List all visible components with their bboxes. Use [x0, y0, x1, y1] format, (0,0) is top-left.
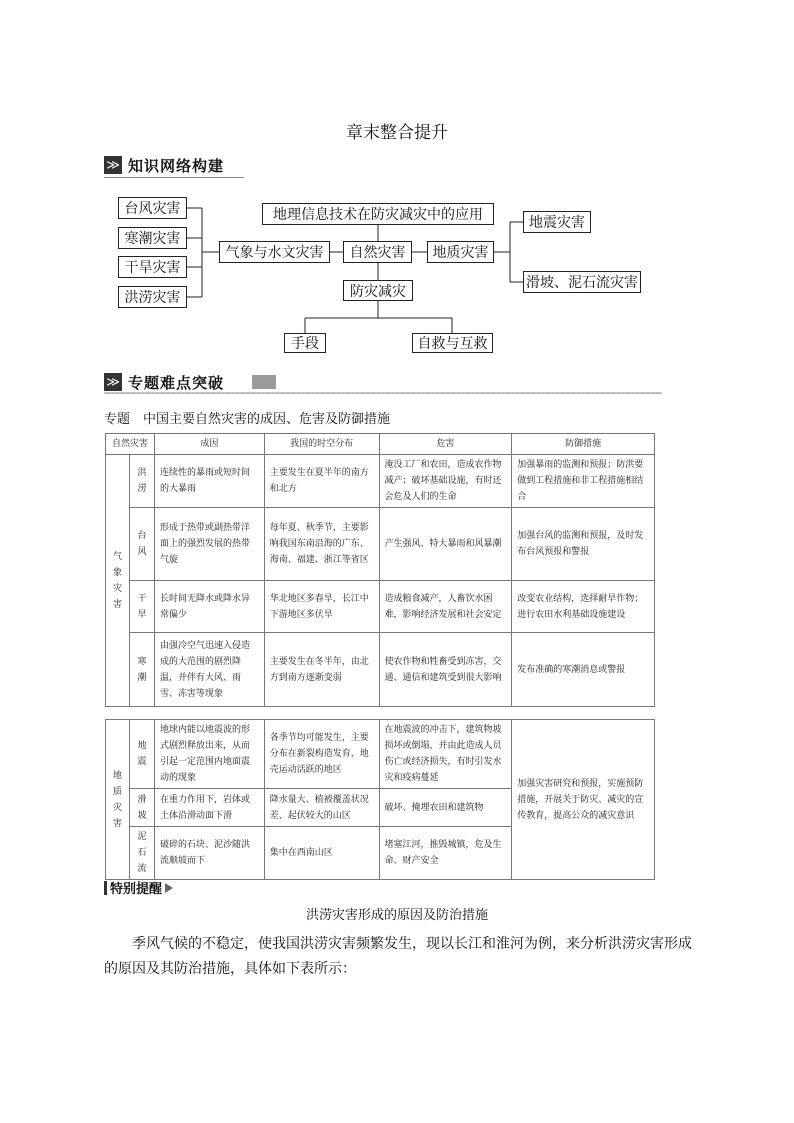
disaster-name-cell: 地震: [129, 720, 154, 789]
cause-cell: 长时间无降水或降水异常偏少: [154, 581, 264, 633]
network-node-cold-wave: 寒潮灾害: [118, 227, 187, 249]
harm-cell: 使农作物和牲畜受到冻害，交通、通信和建筑受到很大影响: [379, 633, 512, 707]
cause-cell: 地球内能以地震波的形式剧烈释放出来，从而引起一定范围内地面震动的现象: [154, 720, 264, 789]
network-node-flood: 洪涝灾害: [118, 286, 187, 308]
chevron-right-icon: ≫: [104, 373, 122, 391]
disaster-name-cell: 寒潮: [129, 633, 154, 707]
table-row: [106, 581, 655, 633]
header-cell: 我国的时空分布: [264, 434, 379, 455]
disaster-name-cell: 台风: [129, 508, 154, 581]
distribution-cell: 降水量大、植被覆盖状况差、起伏较大的山区: [264, 789, 379, 827]
cause-cell: 破碎的石块、泥沙随洪流顺坡而下: [154, 827, 264, 880]
table-row: [106, 508, 655, 581]
measure-cell: 加强暴雨的监测和预报；防洪要做到工程措施和非工程措施相结合: [512, 455, 655, 508]
harm-cell: 堵塞江河，推毁城镇，危及生命、财产安全: [379, 827, 512, 880]
disaster-name-cell: 滑坡: [129, 789, 154, 827]
measure-cell: 加强灾害研究和预报，实施预防措施，开展关于防灾、减灾的宣传教育，提高公众的减灾意识: [512, 720, 655, 880]
network-node-geological: 地质灾害: [427, 241, 494, 263]
section-label: 专题难点突破: [128, 373, 225, 392]
distribution-cell: 各季节均可能发生，主要分布在新裂构造发育、地壳运动活跃的地区: [264, 720, 379, 789]
geological-disaster-table: [105, 719, 655, 880]
distribution-cell: 主要发生在冬半年，由北方到南方逐渐变弱: [264, 633, 379, 707]
cause-cell: 由强冷空气迅速入侵造成的大范围的剧烈降温，并伴有大风、雨雪、冻害等现象: [154, 633, 264, 707]
network-node-typhoon: 台风灾害: [118, 197, 187, 219]
disaster-name-cell: 洪涝: [129, 455, 154, 508]
network-node-self-rescue: 自救与互救: [412, 333, 493, 353]
page-title: 章末整合提升: [346, 123, 448, 143]
meteorological-disaster-table: [105, 433, 655, 707]
network-node-landslide: 滑坡、泥石流灾害: [523, 271, 641, 293]
distribution-cell: 每年夏、秋季节，主要影响我国东南沿海的广东、海南、福建、浙江等省区: [264, 508, 379, 581]
bar-icon: [104, 881, 107, 895]
table-header-row: [106, 434, 655, 455]
header-cell: 自然灾害: [106, 434, 155, 455]
harm-cell: 在地震波的冲击下，建筑物坡损坏或倒塌，并由此造成人员伤亡或经济损失，有时引发水灾和疫病蔓延: [379, 720, 512, 789]
measure-cell: 发布准确的寒潮消息或警报: [512, 633, 655, 707]
harm-cell: 造成粮食减产，人畜饮水困难，影响经济发展和社会安定: [379, 581, 512, 633]
special-reminder-header: [104, 878, 173, 897]
section-header-topic: [104, 372, 224, 392]
disaster-name-cell: 泥石流: [129, 827, 154, 880]
group-cell: 地质灾害: [106, 720, 130, 880]
network-node-means: 手段: [284, 333, 326, 353]
harm-cell: 淹没工厂和农田，造成农作物减产；破坏基础设施，有时还会危及人们的生命: [379, 455, 512, 508]
note-title: 洪涝灾害形成的原因及防治措施: [305, 908, 488, 923]
group-cell: 气象灾害: [106, 455, 130, 707]
table-row: [106, 455, 655, 508]
cause-cell: 连续性的暴雨或短时间的大暴雨: [154, 455, 264, 508]
header-cell: 防御措施: [512, 434, 655, 455]
harm-cell: 产生强风、特大暴雨和风暴潮: [379, 508, 512, 581]
cause-cell: 形成于热带或副热带洋面上的强烈发展的热带气旋: [154, 508, 264, 581]
distribution-cell: 华北地区多春旱，长江中下游地区多伏旱: [264, 581, 379, 633]
triangle-right-icon: [165, 883, 173, 893]
network-node-natural-disaster: 自然灾害: [343, 241, 412, 263]
chevron-right-icon: ≫: [104, 156, 122, 174]
network-node-prevention: 防灾减灾: [343, 280, 413, 301]
table-row: [106, 633, 655, 707]
section-divider: [104, 392, 662, 394]
network-node-earthquake: 地震灾害: [523, 211, 591, 233]
distribution-cell: 集中在西南山区: [264, 827, 379, 880]
note-paragraph: 季风气候的不稳定，使我国洪涝灾害频繁发生，现以长江和淮河为例，来分析洪涝灾害形成的原因及其防治措施，具体如下表所示：: [104, 936, 692, 977]
distribution-cell: 主要发生在夏半年的南方和北方: [264, 455, 379, 508]
header-cell: 成因: [154, 434, 264, 455]
network-node-drought: 干旱灾害: [118, 256, 187, 278]
network-node-meteorological: 气象与水文灾害: [219, 241, 330, 263]
network-node-gis: 地理信息技术在防灾减灾中的应用: [262, 203, 494, 225]
table-row: [106, 720, 655, 789]
disaster-name-cell: 干旱: [129, 581, 154, 633]
measure-cell: 加强台风的监测和预报，及时发布台风预报和警报: [512, 508, 655, 581]
header-cell: 危害: [379, 434, 512, 455]
measure-cell: 改变农业结构，选择耐旱作物；进行农田水利基础设施建设: [512, 581, 655, 633]
harm-cell: 破坏、掩埋农田和建筑物: [379, 789, 512, 827]
section-decor-bar: [252, 375, 276, 389]
cause-cell: 在重力作用下，岩体或土体沿滑动面下滑: [154, 789, 264, 827]
topic-title: 专题 中国主要自然灾害的成因、危害及防御措施: [104, 412, 391, 427]
section-label: 知识网络构建: [128, 156, 225, 175]
special-reminder-label: 特别提醒: [110, 882, 163, 897]
